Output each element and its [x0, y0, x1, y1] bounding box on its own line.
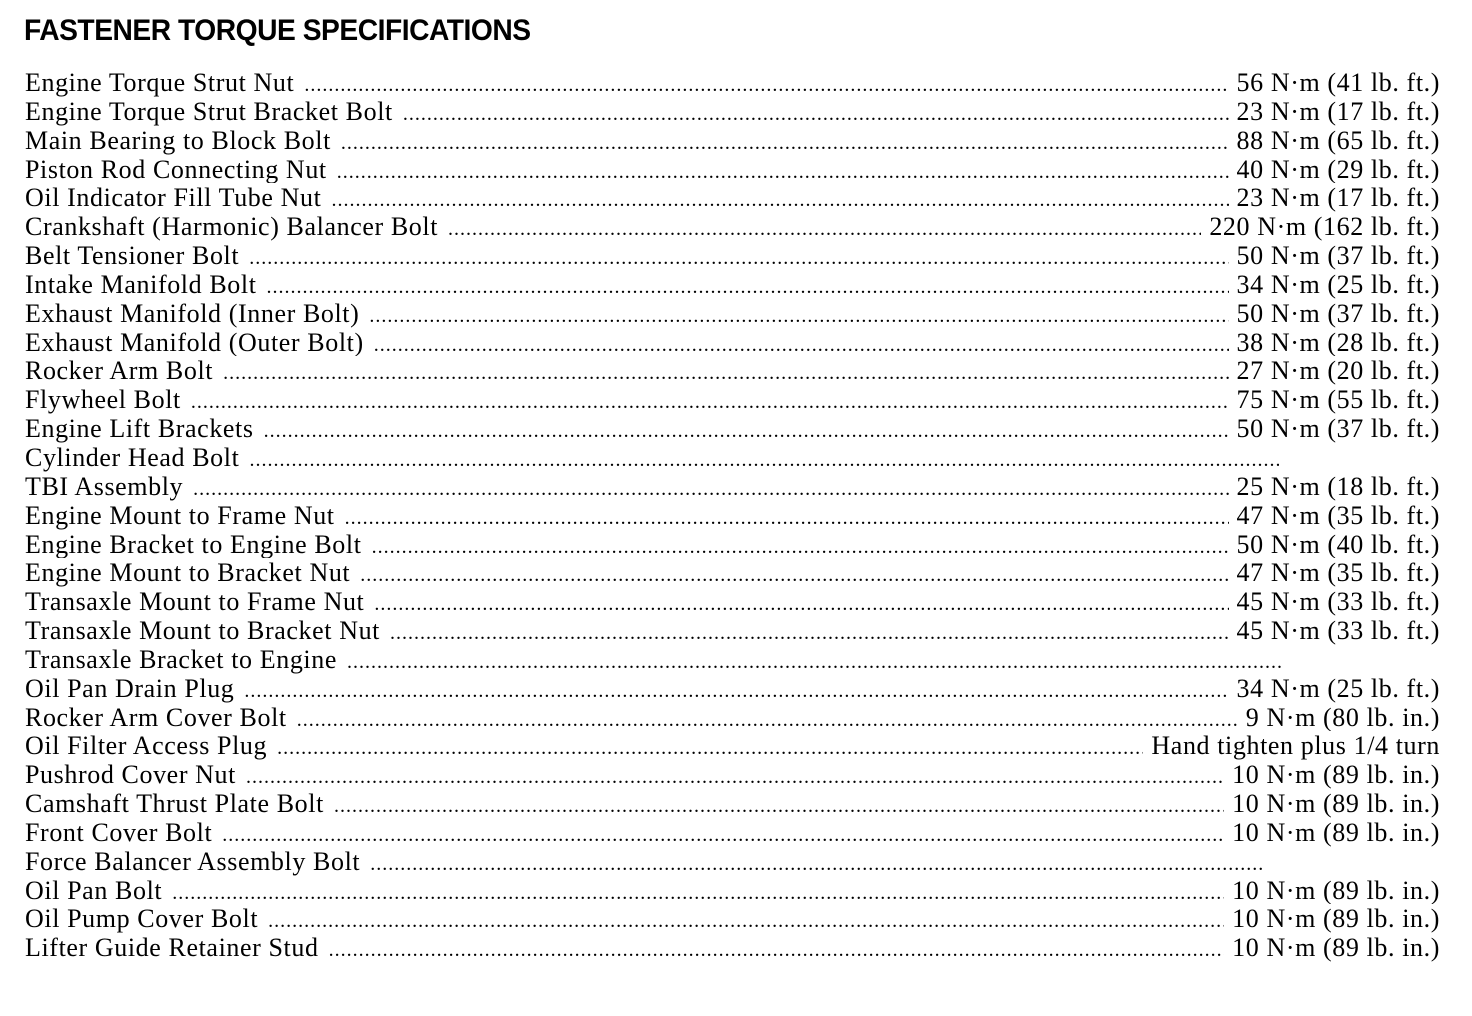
dot-leader — [390, 622, 1229, 645]
dot-leader — [268, 910, 1224, 933]
dot-leader — [337, 161, 1229, 184]
torque-value: 75 N·m (55 lb. ft.) — [1236, 385, 1440, 415]
torque-spec-list — [25, 68, 1440, 962]
torque-value: 220 N·m (162 lb. ft.) — [1209, 212, 1440, 242]
spec-row — [25, 558, 1440, 587]
fastener-name: Engine Mount to Bracket Nut — [25, 558, 351, 588]
fastener-name: Rocker Arm Bolt — [25, 356, 214, 386]
dot-leader — [172, 882, 1224, 905]
spec-row — [25, 356, 1440, 385]
spec-row — [25, 155, 1440, 184]
spec-row — [25, 847, 1440, 876]
dot-leader — [244, 680, 1228, 703]
spec-row — [25, 818, 1440, 847]
fastener-name: Piston Rod Connecting Nut — [25, 154, 327, 184]
torque-value: 45 N·m (33 lb. ft.) — [1236, 587, 1440, 617]
fastener-name: Lifter Guide Retainer Stud — [25, 933, 319, 963]
dot-leader — [277, 737, 1143, 760]
fastener-name: Oil Pan Bolt — [25, 875, 163, 905]
spec-row — [25, 760, 1440, 789]
torque-value: 88 N·m (65 lb. ft.) — [1236, 125, 1440, 155]
torque-value: 10 N·m (89 lb. in.) — [1232, 875, 1440, 905]
dot-leader — [374, 593, 1228, 616]
torque-value: 10 N·m (89 lb. in.) — [1232, 904, 1440, 934]
dot-leader — [345, 507, 1229, 530]
fastener-name: Main Bearing to Block Bolt — [25, 125, 331, 155]
torque-value: 50 N·m (37 lb. ft.) — [1236, 241, 1440, 270]
dot-leader — [223, 362, 1228, 385]
torque-value: 47 N·m (35 lb. ft.) — [1236, 558, 1440, 588]
spec-row — [25, 414, 1440, 443]
torque-value: 34 N·m (25 lb. ft.) — [1236, 673, 1440, 703]
spec-row — [25, 126, 1440, 155]
fastener-name: Oil Pan Drain Plug — [25, 673, 235, 703]
dot-leader — [341, 132, 1229, 155]
fastener-name: Intake Manifold Bolt — [25, 269, 257, 299]
spec-row — [25, 270, 1440, 299]
spec-row — [25, 876, 1440, 905]
fastener-name: Front Cover Bolt — [25, 817, 213, 847]
dot-leader — [347, 651, 1282, 674]
fastener-name: Rocker Arm Cover Bolt — [25, 702, 287, 732]
spec-row — [25, 472, 1440, 501]
fastener-name: Oil Indicator Fill Tube Nut — [25, 183, 322, 213]
fastener-name: Transaxle Mount to Frame Nut — [25, 587, 365, 617]
spec-row — [25, 501, 1440, 530]
dot-leader — [448, 218, 1201, 241]
dot-leader — [331, 189, 1228, 212]
torque-value: 47 N·m (35 lb. ft.) — [1236, 500, 1440, 530]
dot-leader — [403, 103, 1229, 126]
spec-row — [25, 616, 1440, 645]
spec-row — [25, 443, 1440, 472]
torque-value: 56 N·m (41 lb. ft.) — [1236, 68, 1440, 97]
spec-row — [25, 731, 1440, 760]
dot-leader — [360, 564, 1228, 587]
fastener-name: Camshaft Thrust Plate Bolt — [25, 789, 324, 818]
fastener-name: Engine Lift Brackets — [25, 414, 254, 443]
dot-leader — [249, 449, 1279, 472]
torque-value: 27 N·m (20 lb. ft.) — [1236, 356, 1440, 386]
torque-value: 10 N·m (89 lb. in.) — [1232, 817, 1440, 847]
spec-row — [25, 789, 1440, 818]
spec-row — [25, 212, 1440, 241]
fastener-name: Engine Torque Strut Nut — [25, 68, 295, 97]
dot-leader — [372, 536, 1229, 559]
torque-value: 23 N·m (17 lb. ft.) — [1236, 183, 1440, 213]
torque-value: 10 N·m (89 lb. in.) — [1232, 760, 1440, 790]
fastener-name: Oil Pump Cover Bolt — [25, 904, 259, 934]
torque-value: 34 N·m (25 lb. ft.) — [1236, 269, 1440, 299]
torque-value: 10 N·m (89 lb. in.) — [1232, 789, 1440, 818]
spec-row — [25, 385, 1440, 414]
torque-value: 38 N·m (28 lb. ft.) — [1236, 327, 1440, 357]
spec-row — [25, 674, 1440, 703]
fastener-name: Transaxle Bracket to Engine — [25, 644, 338, 674]
torque-value: 50 N·m (37 lb. ft.) — [1236, 414, 1440, 443]
torque-value: 10 N·m (89 lb. in.) — [1232, 933, 1440, 963]
fastener-name: Exhaust Manifold (Inner Bolt) — [25, 298, 360, 328]
dot-leader — [369, 305, 1228, 328]
spec-row — [25, 645, 1440, 674]
torque-value: 25 N·m (18 lb. ft.) — [1236, 471, 1440, 501]
spec-row — [25, 328, 1440, 357]
dot-leader — [267, 276, 1229, 299]
spec-row — [25, 241, 1440, 270]
fastener-name: Transaxle Mount to Bracket Nut — [25, 616, 380, 645]
fastener-name: Engine Torque Strut Bracket Bolt — [25, 96, 393, 126]
spec-row — [25, 904, 1440, 933]
dot-leader — [329, 939, 1225, 962]
fastener-name: Cylinder Head Bolt — [25, 442, 240, 472]
dot-leader — [193, 478, 1228, 501]
spec-row — [25, 530, 1440, 559]
spec-row — [25, 97, 1440, 126]
dot-leader — [370, 853, 1265, 876]
torque-value: 40 N·m (29 lb. ft.) — [1236, 154, 1440, 184]
dot-leader — [334, 795, 1224, 818]
fastener-name: Engine Bracket to Engine Bolt — [25, 529, 362, 559]
fastener-name: Engine Mount to Frame Nut — [25, 500, 335, 530]
fastener-name: Flywheel Bolt — [25, 385, 181, 415]
torque-value: 50 N·m (40 lb. ft.) — [1236, 529, 1440, 559]
spec-row — [25, 933, 1440, 962]
dot-leader — [374, 334, 1229, 357]
dot-leader — [249, 247, 1228, 270]
torque-value: Hand tighten plus 1/4 turn — [1151, 731, 1440, 761]
spec-row — [25, 299, 1440, 328]
fastener-name: Belt Tensioner Bolt — [25, 241, 240, 270]
page-title: FASTENER TORQUE SPECIFICATIONS — [24, 14, 531, 47]
torque-value: 9 N·m (80 lb. in.) — [1245, 702, 1440, 732]
spec-row — [25, 183, 1440, 212]
torque-value: 23 N·m (17 lb. ft.) — [1236, 96, 1440, 126]
fastener-name: TBI Assembly — [25, 471, 184, 501]
dot-leader — [246, 766, 1224, 789]
dot-leader — [191, 391, 1229, 414]
fastener-name: Crankshaft (Harmonic) Balancer Bolt — [25, 212, 439, 242]
torque-value: 50 N·m (37 lb. ft.) — [1236, 298, 1440, 328]
spec-row — [25, 587, 1440, 616]
dot-leader — [264, 420, 1229, 443]
dot-leader — [222, 824, 1224, 847]
dot-leader — [297, 709, 1238, 732]
fastener-name: Force Balancer Assembly Bolt — [25, 846, 361, 876]
torque-value: 45 N·m (33 lb. ft.) — [1236, 616, 1440, 645]
spec-row — [25, 68, 1440, 97]
dot-leader — [304, 74, 1228, 97]
spec-row — [25, 703, 1440, 732]
fastener-name: Oil Filter Access Plug — [25, 731, 268, 761]
fastener-name: Exhaust Manifold (Outer Bolt) — [25, 327, 364, 357]
fastener-name: Pushrod Cover Nut — [25, 760, 236, 790]
